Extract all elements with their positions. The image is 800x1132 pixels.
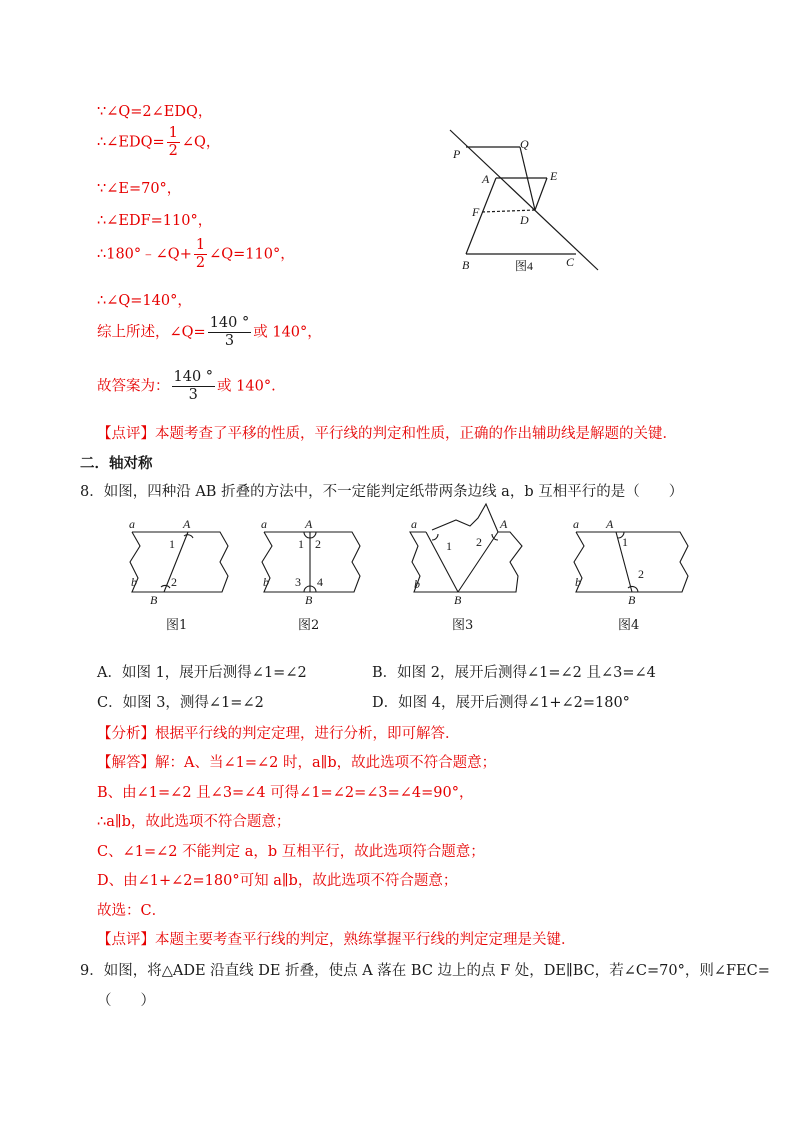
- label-B: B: [462, 258, 470, 272]
- text: ∠Q=110°，: [209, 246, 295, 263]
- text: ∴∠EDQ=: [97, 134, 165, 151]
- q8-figure-2-caption: 图2: [298, 618, 320, 633]
- solution-line-4: ∴∠EDF=110°，: [97, 213, 213, 229]
- label-A: A: [500, 517, 508, 531]
- option-A[interactable]: A．如图 1，展开后测得∠1=∠2: [97, 665, 307, 681]
- text: 或 140°，: [253, 324, 322, 341]
- figure-q7: [440, 126, 610, 276]
- label-1: 1: [446, 539, 452, 553]
- solution-line-7: [97, 316, 322, 349]
- solution-line-5: [97, 238, 295, 271]
- q8-figure-2: [258, 516, 378, 606]
- label-A: A: [606, 517, 614, 531]
- text: 故答案为：: [97, 378, 170, 395]
- label-a: a: [573, 517, 579, 531]
- angle-arc-1: [432, 534, 438, 540]
- label-B: B: [150, 593, 158, 606]
- label-b: b: [131, 575, 137, 589]
- label-b: b: [414, 577, 420, 591]
- label-b: b: [575, 575, 581, 589]
- q8-figure-4: [570, 516, 690, 606]
- denominator: 2: [195, 255, 206, 272]
- label-1: 1: [622, 535, 628, 549]
- solution-q8-line-2: B、由∠1=∠2 且∠3=∠4 可得∠1=∠2=∠3=∠4=90°，: [97, 785, 474, 801]
- label-A: A: [183, 517, 191, 531]
- long-diagonal-line: [450, 130, 598, 270]
- paper-strip-outline: [262, 532, 360, 592]
- fraction: [167, 126, 180, 159]
- label-4: 4: [317, 575, 323, 589]
- solution-q8-line-1: 【解答】解：A、当∠1=∠2 时，a∥b，故此选项不符合题意；: [97, 755, 497, 771]
- numerator: 140 °: [208, 316, 252, 333]
- fraction: [194, 238, 207, 271]
- label-P: P: [453, 147, 461, 161]
- text: 综上所述，∠Q=: [97, 324, 206, 341]
- label-Q: Q: [520, 137, 529, 151]
- label-2: 2: [171, 575, 177, 589]
- fraction: [172, 370, 216, 403]
- denominator: 2: [168, 143, 178, 160]
- text: ∠Q，: [181, 134, 221, 151]
- solution-q8-line-3: ∴a∥b，故此选项不符合题意；: [97, 814, 291, 830]
- fold-line-left: [426, 532, 458, 592]
- label-1: 1: [298, 537, 304, 551]
- label-2: 2: [315, 537, 321, 551]
- comment-q8: 【点评】本题主要考查平行线的判定，熟练掌握平行线的判定定理是关键．: [97, 932, 576, 948]
- label-C: C: [566, 255, 575, 269]
- option-B[interactable]: B．如图 2，展开后测得∠1=∠2 且∠3=∠4: [372, 665, 656, 681]
- label-B: B: [628, 593, 636, 606]
- comment-q7: 【点评】本题考查了平移的性质，平行线的判定和性质，正确的作出辅助线是解题的关键．: [97, 426, 677, 442]
- solution-q8-line-5: D、由∠1+∠2=180°可知 a∥b，故此选项不符合题意；: [97, 873, 458, 889]
- label-D: D: [520, 213, 529, 227]
- section-heading: 二．轴对称: [80, 456, 153, 472]
- question-9-stem-line-1: 9．如图，将△ADE 沿直线 DE 折叠，使点 A 落在 BC 边上的点 F 处，DE∥BC，若∠C=70°，则∠FEC=: [80, 963, 770, 979]
- solution-line-2: [97, 126, 220, 159]
- denominator: 3: [188, 387, 198, 404]
- segment-AB: [466, 178, 496, 254]
- numerator: 140 °: [172, 370, 216, 387]
- text: 或 140°.: [217, 378, 276, 395]
- label-A: A: [305, 517, 313, 531]
- segment-ED: [535, 178, 547, 210]
- q8-figure-3-caption: 图3: [452, 618, 474, 633]
- numerator: 1: [167, 126, 180, 143]
- label-3: 3: [295, 575, 301, 589]
- label-b: b: [263, 575, 269, 589]
- label-B: B: [305, 593, 313, 606]
- label-1: 1: [169, 537, 175, 551]
- label-a: a: [411, 517, 417, 531]
- label-E: E: [550, 169, 558, 183]
- figure-caption: 图4: [515, 259, 534, 273]
- numerator: 1: [194, 238, 207, 255]
- label-a: a: [261, 517, 267, 531]
- paper-strip-outline: [410, 532, 522, 592]
- fraction: [208, 316, 252, 349]
- q8-figure-1-caption: 图1: [166, 618, 188, 633]
- solution-line-6: ∴∠Q=140°，: [97, 293, 192, 309]
- q8-figure-1: [126, 516, 246, 606]
- text: ∴180°﹣∠Q+: [97, 246, 192, 263]
- label-2: 2: [476, 535, 482, 549]
- option-C[interactable]: C．如图 3，测得∠1=∠2: [97, 695, 264, 711]
- label-A: A: [482, 172, 490, 186]
- question-9-stem-line-2: （ ）: [97, 993, 155, 1009]
- label-a: a: [129, 517, 135, 531]
- q8-figure-4-caption: 图4: [618, 618, 640, 633]
- solution-line-1: ∵∠Q=2∠EDQ，: [97, 104, 213, 120]
- q8-figure-3: [406, 500, 528, 608]
- angle-arc-2: [628, 586, 638, 592]
- solution-q8-line-4: C、∠1=∠2 不能判定 a，b 互相平行，故此选项符合题意；: [97, 844, 485, 860]
- label-B: B: [454, 593, 462, 607]
- folded-flap: [432, 504, 498, 532]
- label-F: F: [472, 205, 480, 219]
- dashed-FD: [482, 210, 535, 212]
- question-8-stem: 8．如图，四种沿 AB 折叠的方法中，不一定能判定纸带两条边线 a，b 互相平行的是（ ）: [80, 484, 684, 500]
- label-2: 2: [638, 567, 644, 581]
- solution-line-8: [97, 370, 276, 403]
- analysis-q8: 【分析】根据平行线的判定定理，进行分析，即可解答．: [97, 726, 460, 742]
- solution-q8-line-6: 故选：C．: [97, 903, 167, 919]
- paper-strip-outline: [130, 532, 228, 592]
- option-D[interactable]: D．如图 4，展开后测得∠1+∠2=180°: [372, 695, 630, 711]
- denominator: 3: [224, 333, 235, 350]
- paper-strip-outline: [574, 532, 688, 592]
- solution-line-3: ∵∠E=70°，: [97, 181, 182, 197]
